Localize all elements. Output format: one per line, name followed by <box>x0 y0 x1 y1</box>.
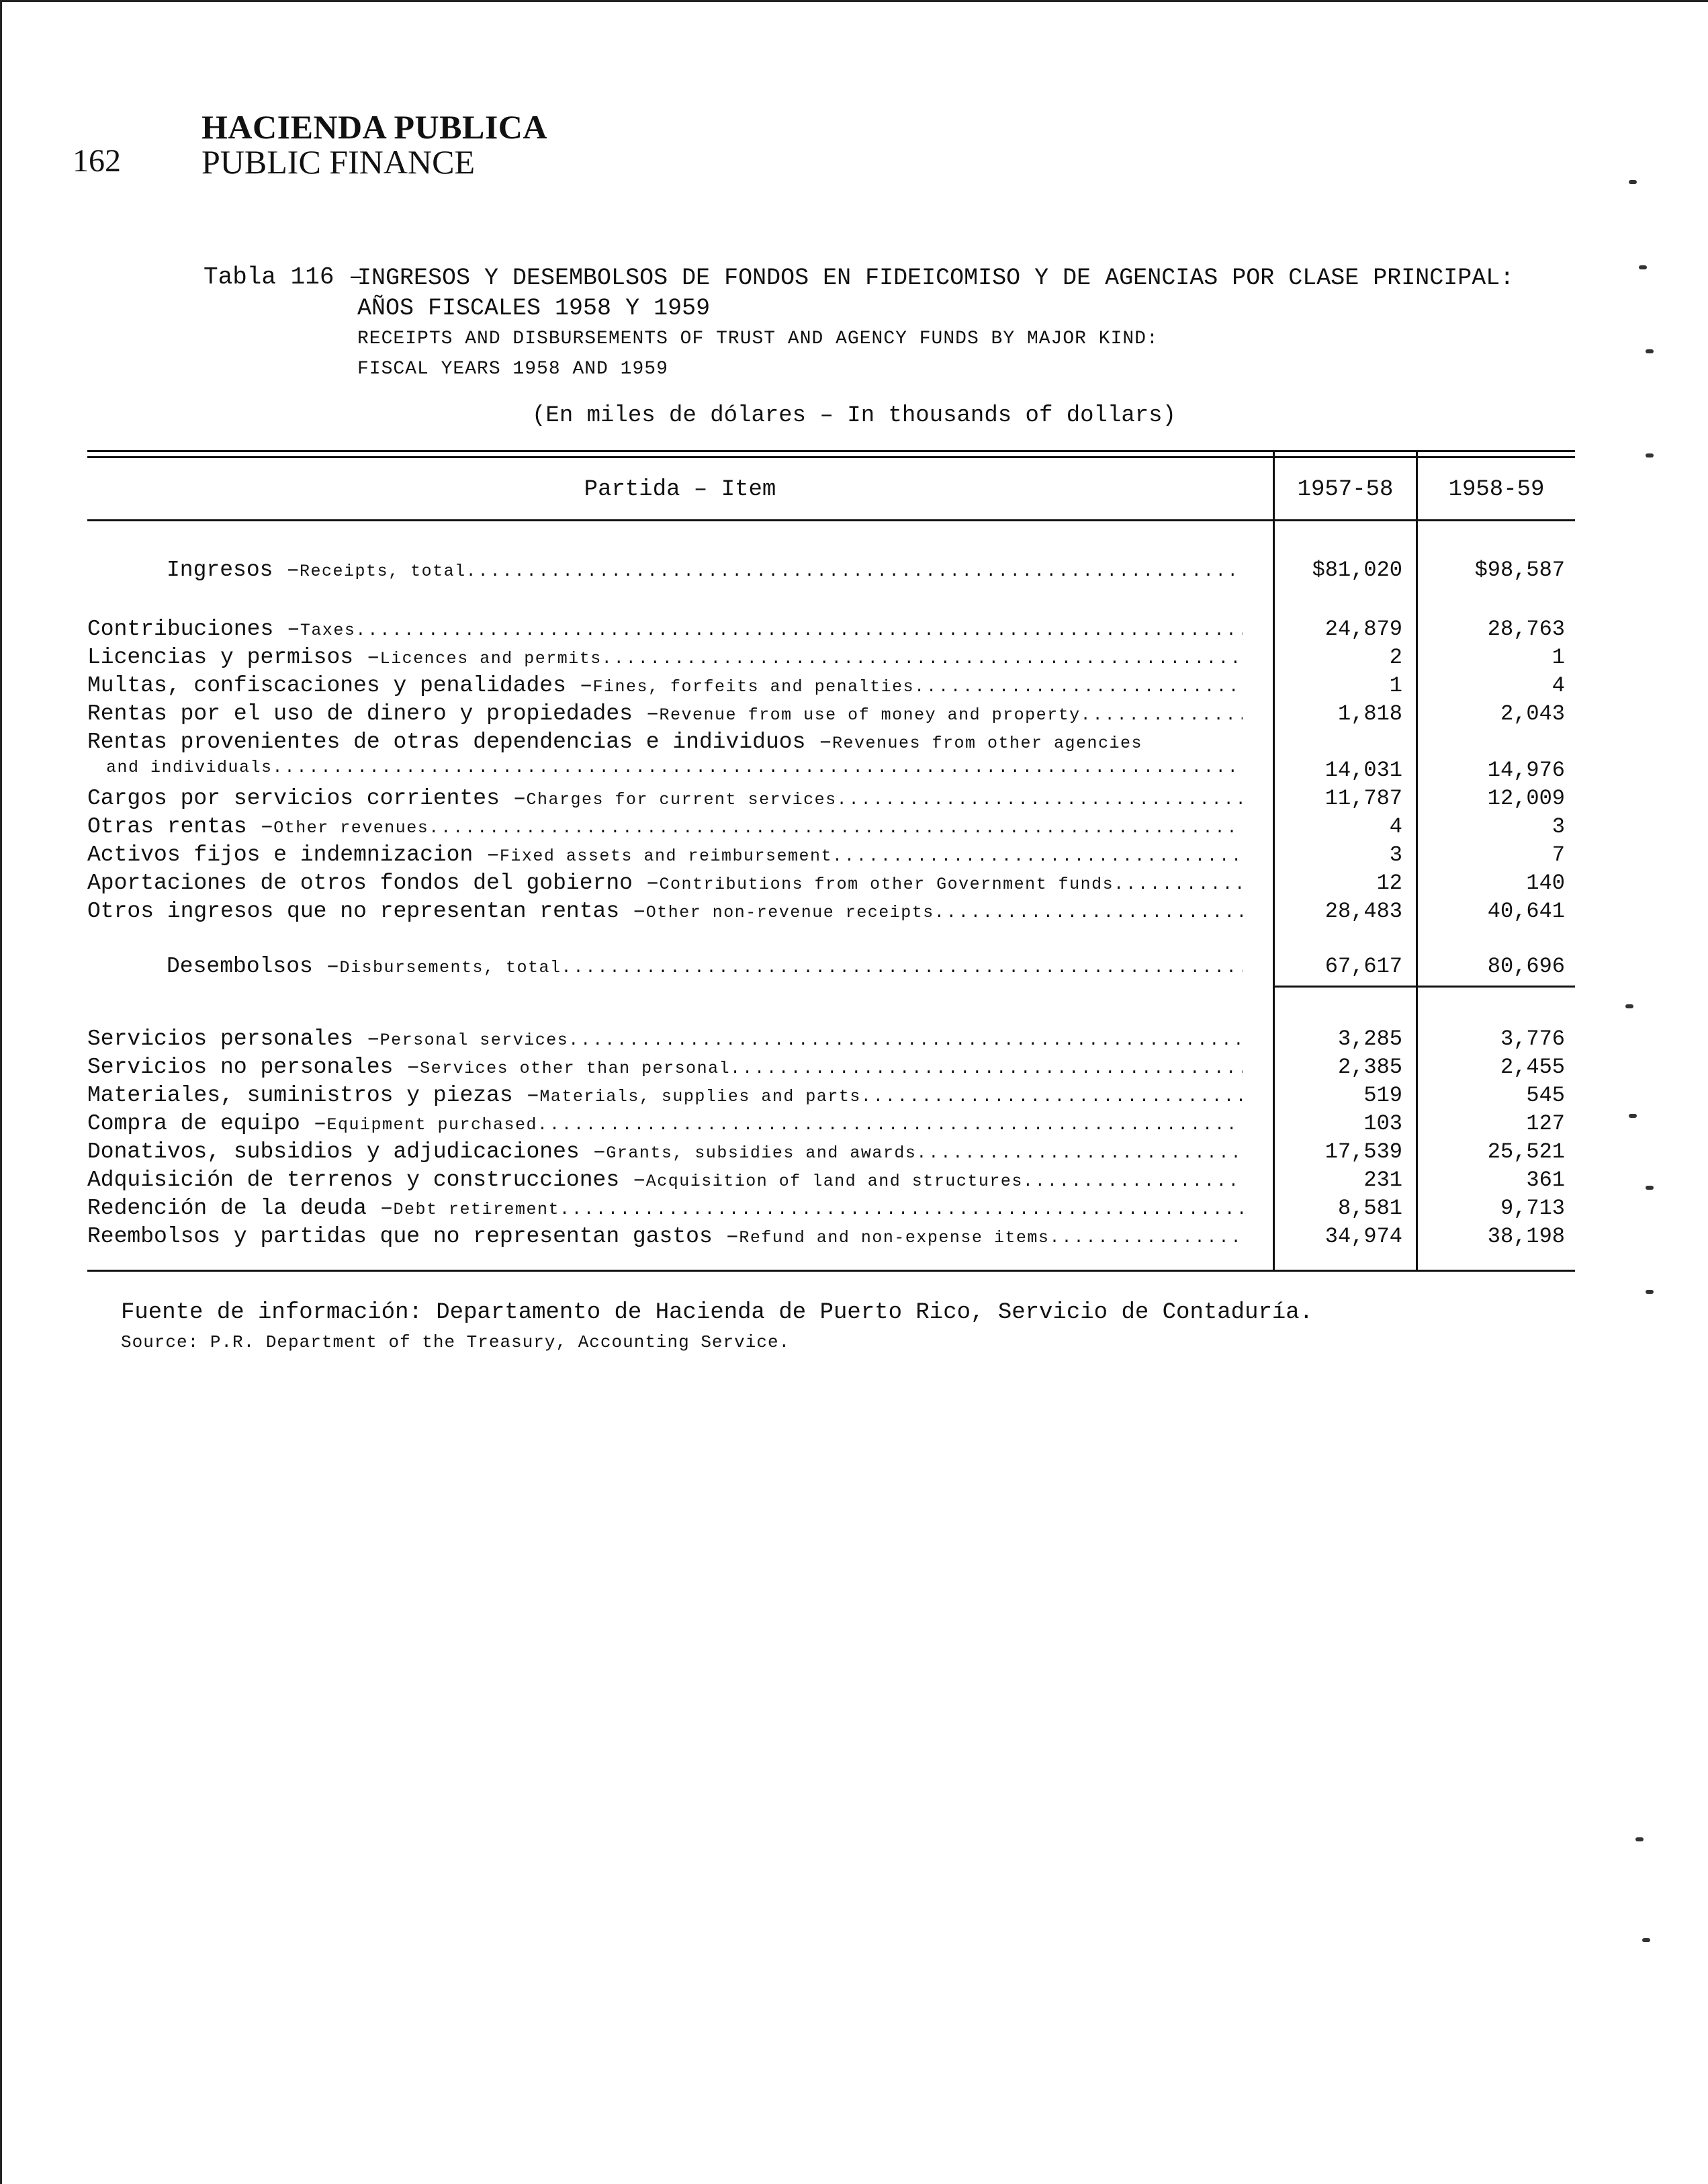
table-row <box>87 1196 1575 1224</box>
value-1958-59: 1 <box>1552 645 1565 670</box>
row-label-spanish: Reembolsos y partidas que no representan gastos – <box>87 1224 739 1249</box>
dot-leader <box>730 1059 1243 1078</box>
table-row <box>87 730 1575 758</box>
row-label-english: Revenues from other agencies <box>831 734 1143 753</box>
column-header-1958-59: 1958-59 <box>1448 477 1545 503</box>
row-label <box>87 730 1243 754</box>
table-row <box>87 673 1575 701</box>
row-label-english: Disbursements, total <box>339 958 561 977</box>
table-row <box>87 558 1575 586</box>
dot-leader <box>1081 705 1243 725</box>
column-header-1957-58: 1957-58 <box>1297 477 1394 503</box>
value-1957-58: 11,787 <box>1324 786 1402 811</box>
table-row <box>87 758 1575 786</box>
value-1957-58: 24,879 <box>1324 617 1402 642</box>
table-units: (En miles de dólares – In thousands of dollars) <box>532 403 1176 429</box>
section-title-english: PUBLIC FINANCE <box>201 143 475 181</box>
row-label-spanish: Desembolsos – <box>167 954 340 979</box>
table-bottom-rule <box>87 1270 1575 1272</box>
value-1958-59: 127 <box>1526 1111 1565 1136</box>
data-table <box>87 450 1575 1270</box>
row-label-spanish: Adquisición de terrenos y construcciones – <box>87 1168 646 1192</box>
row-label <box>167 558 1243 582</box>
row-label-spanish: Servicios personales – <box>87 1027 380 1051</box>
dot-leader <box>934 903 1243 922</box>
row-label <box>87 1168 1243 1192</box>
row-label <box>87 673 1243 698</box>
table-row <box>87 701 1575 730</box>
scan-speck <box>1635 1837 1644 1841</box>
row-label <box>87 1139 1243 1164</box>
table-row <box>87 1111 1575 1139</box>
row-label-spanish: Donativos, subsidios y adjudicaciones – <box>87 1139 606 1164</box>
value-1957-58: $81,020 <box>1312 558 1402 582</box>
row-label <box>87 1083 1243 1108</box>
value-1958-59: 4 <box>1552 673 1565 698</box>
dot-leader <box>916 1143 1243 1163</box>
value-1958-59: 12,009 <box>1487 786 1565 811</box>
row-label <box>106 758 1243 777</box>
scan-speck <box>1629 1114 1637 1118</box>
table-row <box>87 1083 1575 1111</box>
row-label-spanish: Otros ingresos que no representan rentas – <box>87 899 646 924</box>
table-row <box>87 1224 1575 1252</box>
row-label-spanish: Cargos por servicios corrientes – <box>87 786 527 811</box>
value-1958-59: 80,696 <box>1487 954 1565 979</box>
table-top-rule-2 <box>87 456 1575 458</box>
row-label <box>87 899 1243 924</box>
row-label-english: Refund and non-expense items <box>739 1228 1050 1248</box>
dot-leader <box>273 758 1243 777</box>
value-1958-59: $98,587 <box>1474 558 1565 582</box>
row-label-english: Debt retirement <box>393 1200 560 1219</box>
scan-speck <box>1639 265 1647 269</box>
table-row <box>87 871 1575 899</box>
table-row <box>87 954 1575 982</box>
table-title-es-2: AÑOS FISCALES 1958 Y 1959 <box>357 295 711 322</box>
column-header-item: Partida – Item <box>584 477 776 503</box>
dot-leader <box>832 846 1243 866</box>
page-number: 162 <box>73 143 121 179</box>
scan-speck <box>1646 1186 1654 1190</box>
table-row <box>87 842 1575 871</box>
value-1958-59: 25,521 <box>1487 1139 1565 1164</box>
table-row <box>87 1027 1575 1055</box>
value-1957-58: 67,617 <box>1324 954 1402 979</box>
dot-leader <box>559 1200 1243 1219</box>
row-label-english: Grants, subsidies and awards <box>606 1143 917 1163</box>
value-1958-59: 140 <box>1526 871 1565 896</box>
row-label-spanish: Rentas por el uso de dinero y propiedades – <box>87 701 660 726</box>
table-row <box>87 1139 1575 1168</box>
row-label <box>87 617 1243 642</box>
row-label-english: Materials, supplies and parts <box>539 1087 861 1106</box>
row-label-english: Licences and permits <box>379 649 602 668</box>
source-spanish: Fuente de información: Departamento de Hacienda de Puerto Rico, Servicio de Contaduría. <box>121 1300 1314 1325</box>
value-1957-58: 4 <box>1389 814 1402 839</box>
table-title-es-1: INGRESOS Y DESEMBOLSOS DE FONDOS EN FIDEICOMISO Y DE AGENCIAS POR CLASE PRINCIPAL: <box>357 265 1515 292</box>
value-1958-59: 38,198 <box>1487 1224 1565 1249</box>
row-label-english: Taxes <box>300 621 356 640</box>
row-label-english: Charges for current services <box>526 790 837 810</box>
value-1958-59: 361 <box>1526 1168 1565 1192</box>
value-1957-58: 231 <box>1363 1168 1402 1192</box>
value-1957-58: 3 <box>1389 842 1402 867</box>
value-1957-58: 34,974 <box>1324 1224 1402 1249</box>
table-title <box>357 263 1514 384</box>
row-label-english: Services other than personal <box>420 1059 731 1078</box>
dot-leader <box>861 1087 1243 1106</box>
table-row <box>87 1055 1575 1083</box>
dot-leader <box>1049 1228 1243 1248</box>
value-1958-59: 3,776 <box>1500 1027 1565 1051</box>
row-label-spanish: Rentas provenientes de otras dependencias e individuos – <box>87 730 832 754</box>
value-1957-58: 1,818 <box>1337 701 1402 726</box>
scan-speck <box>1646 453 1654 457</box>
row-label <box>87 1224 1243 1249</box>
dot-leader <box>837 790 1243 810</box>
table-row <box>87 814 1575 842</box>
row-label-english: Contributions from other Government funds <box>659 875 1114 894</box>
row-label <box>87 786 1243 811</box>
value-1957-58: 17,539 <box>1324 1139 1402 1164</box>
value-1957-58: 28,483 <box>1324 899 1402 924</box>
row-label-english: Other revenues <box>273 818 429 838</box>
value-1958-59: 7 <box>1552 842 1565 867</box>
row-label-english: Fines, forfeits and penalties <box>592 677 915 697</box>
value-1958-59: 3 <box>1552 814 1565 839</box>
value-1957-58: 2,385 <box>1337 1055 1402 1080</box>
row-label <box>87 1196 1243 1221</box>
value-1958-59: 545 <box>1526 1083 1565 1108</box>
table-title-en-2: FISCAL YEARS 1958 AND 1959 <box>357 359 668 380</box>
row-label-english: Fixed assets and reimbursement <box>499 846 832 866</box>
dot-leader <box>914 677 1243 697</box>
row-label-spanish: Aportaciones de otros fondos del gobierno – <box>87 871 660 896</box>
scan-speck <box>1646 349 1654 353</box>
source-note <box>121 1300 1313 1352</box>
row-label <box>87 645 1243 670</box>
scan-speck <box>1646 1290 1654 1294</box>
row-label-spanish: Multas, confiscaciones y penalidades – <box>87 673 593 698</box>
row-label-spanish: Ingresos – <box>167 558 300 582</box>
value-1957-58: 1 <box>1389 673 1402 698</box>
value-1958-59: 14,976 <box>1487 758 1565 783</box>
table-row <box>87 786 1575 814</box>
value-1957-58: 519 <box>1363 1083 1402 1108</box>
section-title-spanish: HACIENDA PUBLICA <box>201 108 548 146</box>
scan-speck <box>1629 180 1637 184</box>
row-label-english: Equipment purchased <box>326 1115 538 1135</box>
value-1957-58: 103 <box>1363 1111 1402 1136</box>
value-1958-59: 40,641 <box>1487 899 1565 924</box>
value-1958-59: 28,763 <box>1487 617 1565 642</box>
table-row <box>87 617 1575 645</box>
row-label <box>87 1055 1243 1080</box>
row-label-english: Revenue from use of money and property <box>659 705 1081 725</box>
dot-leader <box>1114 875 1243 894</box>
table-row <box>87 1168 1575 1196</box>
value-1957-58: 2 <box>1389 645 1402 670</box>
row-label-spanish: Licencias y permisos – <box>87 645 380 670</box>
table-title-en-1: RECEIPTS AND DISBURSEMENTS OF TRUST AND AGENCY FUNDS BY MAJOR KIND: <box>357 329 1159 349</box>
value-1958-59: 2,455 <box>1500 1055 1565 1080</box>
row-label <box>167 954 1243 979</box>
row-label <box>87 1111 1243 1136</box>
dot-leader <box>561 958 1243 977</box>
dot-leader <box>429 818 1243 838</box>
row-label-spanish: Compra de equipo – <box>87 1111 327 1136</box>
dot-leader <box>537 1115 1243 1135</box>
dot-leader <box>466 562 1243 581</box>
value-1957-58: 14,031 <box>1324 758 1402 783</box>
row-label <box>87 871 1243 896</box>
value-1957-58: 12 <box>1376 871 1402 896</box>
scan-speck <box>1625 1004 1633 1008</box>
source-english: Source: P.R. Department of the Treasury, Accounting Service. <box>121 1332 791 1352</box>
row-label-english: and individuals <box>106 758 273 777</box>
row-label <box>87 701 1243 726</box>
dot-leader <box>1023 1172 1243 1191</box>
value-1958-59: 2,043 <box>1500 701 1565 726</box>
dot-leader <box>602 649 1243 668</box>
table-top-rule <box>87 450 1575 452</box>
row-label-english: Receipts, total <box>300 562 466 581</box>
row-label-spanish: Servicios no personales – <box>87 1055 420 1080</box>
dot-leader <box>568 1031 1243 1050</box>
header-rule <box>87 519 1575 521</box>
row-label-english: Acquisition of land and structures <box>645 1172 1023 1191</box>
table-number: Tabla 116 – <box>204 263 363 291</box>
scan-speck <box>1642 1938 1650 1942</box>
table-row <box>87 899 1575 927</box>
row-label-spanish: Materiales, suministros y piezas – <box>87 1083 540 1108</box>
total-underline <box>1273 986 1575 988</box>
row-label-spanish: Contribuciones – <box>87 617 300 642</box>
value-1958-59: 9,713 <box>1500 1196 1565 1221</box>
dot-leader <box>355 621 1243 640</box>
row-label-spanish: Redención de la deuda – <box>87 1196 394 1221</box>
row-label <box>87 842 1243 867</box>
row-label-spanish: Activos fijos e indemnizacion – <box>87 842 500 867</box>
row-label <box>87 814 1243 839</box>
row-label-english: Other non-revenue receipts <box>645 903 934 922</box>
row-label-english: Personal services <box>379 1031 569 1050</box>
row-label-spanish: Otras rentas – <box>87 814 274 839</box>
value-1957-58: 8,581 <box>1337 1196 1402 1221</box>
table-row <box>87 645 1575 673</box>
row-label <box>87 1027 1243 1051</box>
value-1957-58: 3,285 <box>1337 1027 1402 1051</box>
